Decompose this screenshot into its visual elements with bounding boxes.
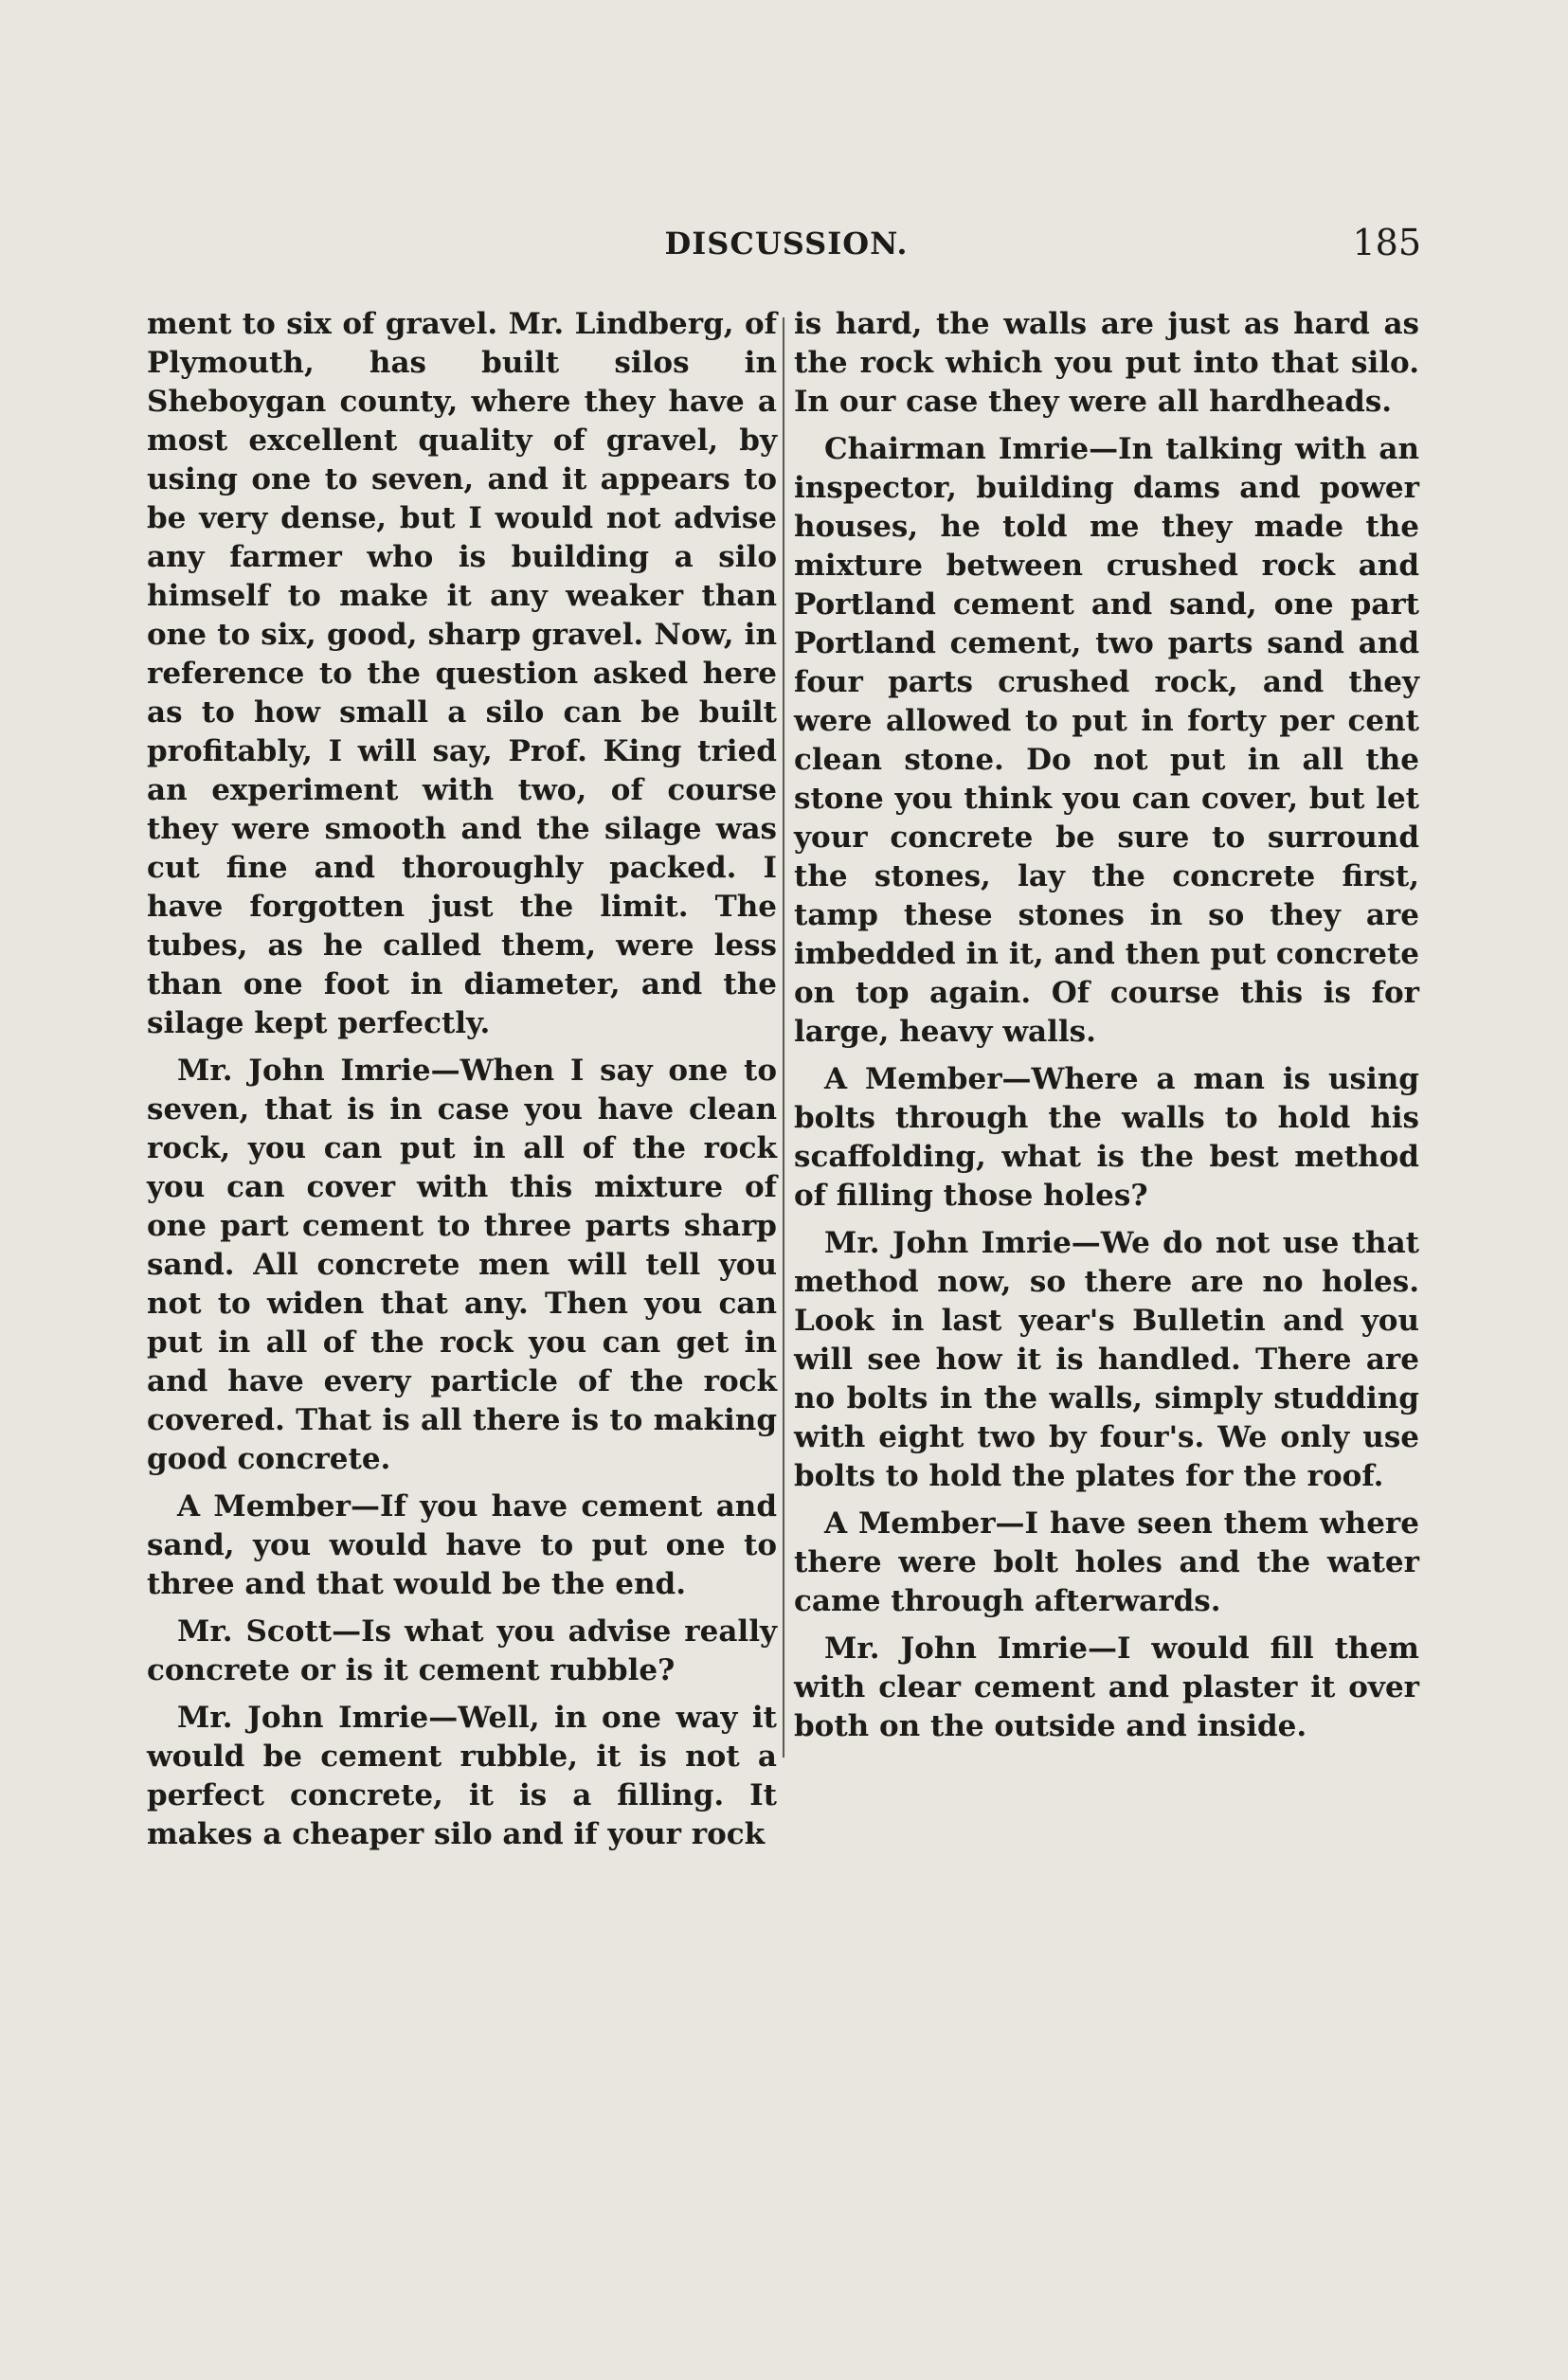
- paragraph: Mr. John Imrie—We do not use that method now, so there are no holes. Look in last year's Bulletin and you will see how it is handled. There are no bolts in the walls, simply studding with eight two by four's. We only use bolts to hold the plates for the roof.: [794, 1226, 1419, 1493]
- paragraph: A Member—Where a man is using bolts through the walls to hold his scaffolding, what is the best method of filling those holes?: [794, 1062, 1419, 1213]
- paragraph: Mr. John Imrie—Well, in one way it would be cement rubble, it is not a perfect concrete, it is a filling. It makes a cheaper silo and if your rock: [147, 1701, 777, 1851]
- page-header: [152, 222, 1421, 273]
- page-number: 185: [1352, 222, 1421, 263]
- right-column: [794, 305, 1419, 1755]
- paragraph: A Member—I have seen them where there were bolt holes and the water came through afterwards.: [794, 1506, 1419, 1618]
- paragraph: Chairman Imrie—In talking with an inspector, building dams and power houses, he told me they made the mixture between crushed rock and Portland cement and sand, one part Portland cement, two parts sand and four parts crushed rock, and they were allowed to put in forty per cent clean stone. Do not put in all the stone you think you can cover, but let your concrete be sure to surround the stones, lay the concrete first, tamp these stones in so they are imbedded in it, and then put concrete on top again. Of course this is for large, heavy walls.: [794, 432, 1419, 1049]
- paragraph: Mr. John Imrie—I would fill them with clear cement and plaster it over both on the outside and inside.: [794, 1632, 1419, 1743]
- column-divider: [783, 317, 784, 1758]
- paragraph: ment to six of gravel. Mr. Lindberg, of Plymouth, has built silos in Sheboygan county, where they have a most excellent quality of gravel, by using one to seven, and it appears to be very dense, but I would not advise any farmer who is building a silo himself to make it any weaker than one to six, good, sharp gravel. Now, in reference to the question asked here as to how small a silo can be built profitably, I will say, Prof. King tried an experiment with two, of course they were smooth and the silage was cut fine and thoroughly packed. I have forgotten just the limit. The tubes, as he called them, were less than one foot in diameter, and the silage kept perfectly.: [147, 307, 777, 1040]
- paragraph: A Member—If you have cement and sand, you would have to put one to three and that would be the end.: [147, 1489, 777, 1601]
- paragraph: Mr. John Imrie—When I say one to seven, that is in case you have clean rock, you can put in all of the rock you can cover with this mixture of one part cement to three parts sharp sand. All concrete men will tell you not to widen that any. Then you can put in all of the rock you can get in and have every particle of the rock covered. That is all there is to making good concrete.: [147, 1054, 777, 1476]
- paragraph: is hard, the walls are just as hard as the rock which you put into that silo. In our case they were all hardheads.: [794, 307, 1419, 419]
- left-column: [147, 305, 777, 1863]
- running-title: DISCUSSION.: [664, 225, 909, 261]
- paragraph: Mr. Scott—Is what you advise really concrete or is it cement rubble?: [147, 1614, 777, 1687]
